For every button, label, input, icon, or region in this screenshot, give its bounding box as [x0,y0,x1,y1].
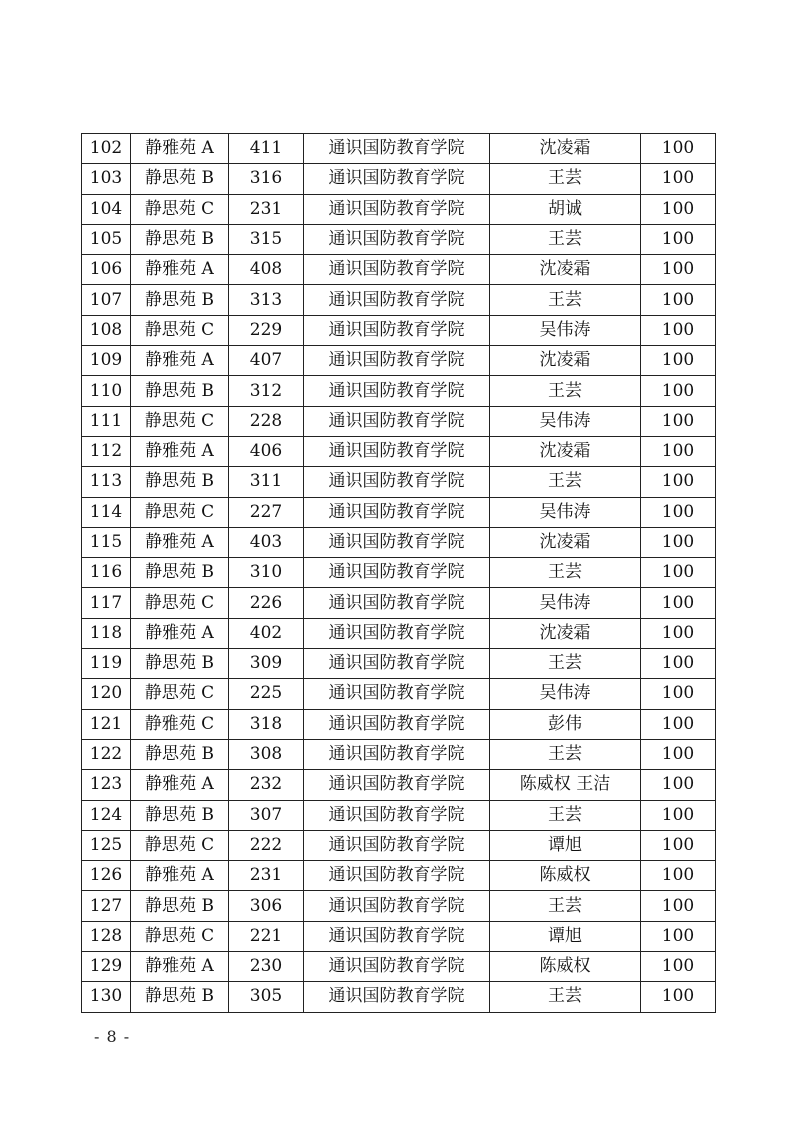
building-cell: 静雅苑 A [131,436,229,466]
room-number-cell: 231 [229,861,304,891]
room-number-cell: 318 [229,709,304,739]
score-cell: 100 [641,770,716,800]
score-cell: 100 [641,588,716,618]
college-cell: 通识国防教育学院 [304,134,490,164]
score-cell: 100 [641,224,716,254]
college-cell: 通识国防教育学院 [304,224,490,254]
row-number-cell: 123 [82,770,131,800]
building-cell: 静思苑 B [131,891,229,921]
room-number-cell: 311 [229,467,304,497]
row-number-cell: 128 [82,921,131,951]
row-number-cell: 107 [82,285,131,315]
person-in-charge-cell: 沈凌霜 [490,618,641,648]
table-row [82,346,716,376]
room-number-cell: 227 [229,497,304,527]
table-body [82,134,716,1013]
person-in-charge-cell: 王芸 [490,891,641,921]
person-in-charge-cell: 沈凌霜 [490,255,641,285]
table-row [82,709,716,739]
building-cell: 静思苑 B [131,739,229,769]
room-number-cell: 406 [229,436,304,466]
score-cell: 100 [641,679,716,709]
building-cell: 静思苑 B [131,467,229,497]
row-number-cell: 119 [82,649,131,679]
building-cell: 静雅苑 A [131,527,229,557]
score-cell: 100 [641,830,716,860]
room-number-cell: 402 [229,618,304,648]
row-number-cell: 129 [82,952,131,982]
college-cell: 通识国防教育学院 [304,255,490,285]
person-in-charge-cell: 沈凌霜 [490,527,641,557]
college-cell: 通识国防教育学院 [304,527,490,557]
row-number-cell: 110 [82,376,131,406]
college-cell: 通识国防教育学院 [304,618,490,648]
college-cell: 通识国防教育学院 [304,800,490,830]
score-cell: 100 [641,709,716,739]
person-in-charge-cell: 彭伟 [490,709,641,739]
score-cell: 100 [641,891,716,921]
score-cell: 100 [641,164,716,194]
row-number-cell: 102 [82,134,131,164]
building-cell: 静雅苑 A [131,952,229,982]
person-in-charge-cell: 谭旭 [490,921,641,951]
person-in-charge-cell: 陈威权 王洁 [490,770,641,800]
row-number-cell: 122 [82,739,131,769]
person-in-charge-cell: 王芸 [490,467,641,497]
table-row [82,497,716,527]
room-number-cell: 313 [229,285,304,315]
college-cell: 通识国防教育学院 [304,649,490,679]
table-row [82,406,716,436]
score-cell: 100 [641,527,716,557]
score-cell: 100 [641,406,716,436]
row-number-cell: 125 [82,830,131,860]
table-row [82,679,716,709]
building-cell: 静思苑 C [131,406,229,436]
row-number-cell: 104 [82,194,131,224]
row-number-cell: 117 [82,588,131,618]
page-number: - 8 - [94,1027,131,1046]
room-number-cell: 226 [229,588,304,618]
dormitory-score-table [81,133,716,1013]
college-cell: 通识国防教育学院 [304,770,490,800]
person-in-charge-cell: 王芸 [490,164,641,194]
room-number-cell: 228 [229,406,304,436]
table-row [82,770,716,800]
score-cell: 100 [641,921,716,951]
person-in-charge-cell: 王芸 [490,649,641,679]
person-in-charge-cell: 王芸 [490,982,641,1012]
score-cell: 100 [641,497,716,527]
room-number-cell: 316 [229,164,304,194]
college-cell: 通识国防教育学院 [304,164,490,194]
person-in-charge-cell: 王芸 [490,285,641,315]
college-cell: 通识国防教育学院 [304,679,490,709]
building-cell: 静思苑 C [131,315,229,345]
table-row [82,588,716,618]
table-row [82,891,716,921]
table-row [82,527,716,557]
building-cell: 静雅苑 A [131,255,229,285]
building-cell: 静思苑 C [131,679,229,709]
person-in-charge-cell: 王芸 [490,376,641,406]
person-in-charge-cell: 吴伟涛 [490,679,641,709]
table-row [82,921,716,951]
table-row [82,164,716,194]
table-row [82,285,716,315]
person-in-charge-cell: 吴伟涛 [490,315,641,345]
college-cell: 通识国防教育学院 [304,376,490,406]
row-number-cell: 114 [82,497,131,527]
college-cell: 通识国防教育学院 [304,739,490,769]
room-number-cell: 229 [229,315,304,345]
building-cell: 静思苑 C [131,497,229,527]
room-number-cell: 309 [229,649,304,679]
college-cell: 通识国防教育学院 [304,982,490,1012]
college-cell: 通识国防教育学院 [304,709,490,739]
row-number-cell: 121 [82,709,131,739]
college-cell: 通识国防教育学院 [304,588,490,618]
score-cell: 100 [641,861,716,891]
building-cell: 静雅苑 A [131,861,229,891]
table-row [82,134,716,164]
person-in-charge-cell: 谭旭 [490,830,641,860]
building-cell: 静思苑 C [131,588,229,618]
score-cell: 100 [641,436,716,466]
score-cell: 100 [641,346,716,376]
building-cell: 静雅苑 C [131,709,229,739]
college-cell: 通识国防教育学院 [304,346,490,376]
person-in-charge-cell: 沈凌霜 [490,346,641,376]
table-row [82,315,716,345]
score-cell: 100 [641,467,716,497]
room-number-cell: 408 [229,255,304,285]
table-row [82,830,716,860]
person-in-charge-cell: 吴伟涛 [490,588,641,618]
table-row [82,649,716,679]
college-cell: 通识国防教育学院 [304,861,490,891]
college-cell: 通识国防教育学院 [304,952,490,982]
table-row [82,255,716,285]
room-number-cell: 312 [229,376,304,406]
college-cell: 通识国防教育学院 [304,830,490,860]
college-cell: 通识国防教育学院 [304,406,490,436]
building-cell: 静思苑 B [131,224,229,254]
building-cell: 静思苑 B [131,376,229,406]
room-number-cell: 230 [229,952,304,982]
row-number-cell: 113 [82,467,131,497]
score-cell: 100 [641,618,716,648]
person-in-charge-cell: 王芸 [490,224,641,254]
table-row [82,436,716,466]
room-number-cell: 315 [229,224,304,254]
room-number-cell: 411 [229,134,304,164]
row-number-cell: 126 [82,861,131,891]
room-number-cell: 407 [229,346,304,376]
building-cell: 静思苑 C [131,830,229,860]
person-in-charge-cell: 陈威权 [490,952,641,982]
building-cell: 静雅苑 A [131,134,229,164]
row-number-cell: 105 [82,224,131,254]
room-number-cell: 232 [229,770,304,800]
row-number-cell: 118 [82,618,131,648]
table-row [82,952,716,982]
row-number-cell: 120 [82,679,131,709]
table-row [82,224,716,254]
row-number-cell: 115 [82,527,131,557]
room-number-cell: 231 [229,194,304,224]
score-cell: 100 [641,194,716,224]
college-cell: 通识国防教育学院 [304,467,490,497]
person-in-charge-cell: 胡诚 [490,194,641,224]
person-in-charge-cell: 吴伟涛 [490,497,641,527]
college-cell: 通识国防教育学院 [304,194,490,224]
person-in-charge-cell: 陈威权 [490,861,641,891]
score-cell: 100 [641,649,716,679]
building-cell: 静思苑 C [131,921,229,951]
row-number-cell: 124 [82,800,131,830]
table-row [82,861,716,891]
room-number-cell: 306 [229,891,304,921]
building-cell: 静雅苑 A [131,618,229,648]
score-cell: 100 [641,255,716,285]
building-cell: 静思苑 C [131,194,229,224]
building-cell: 静思苑 B [131,558,229,588]
building-cell: 静雅苑 A [131,346,229,376]
score-cell: 100 [641,952,716,982]
building-cell: 静思苑 B [131,285,229,315]
college-cell: 通识国防教育学院 [304,891,490,921]
building-cell: 静思苑 B [131,164,229,194]
building-cell: 静思苑 B [131,800,229,830]
score-cell: 100 [641,982,716,1012]
table-row [82,739,716,769]
college-cell: 通识国防教育学院 [304,558,490,588]
table-row [82,467,716,497]
row-number-cell: 109 [82,346,131,376]
room-number-cell: 307 [229,800,304,830]
person-in-charge-cell: 沈凌霜 [490,436,641,466]
person-in-charge-cell: 王芸 [490,739,641,769]
room-number-cell: 403 [229,527,304,557]
college-cell: 通识国防教育学院 [304,315,490,345]
table-row [82,194,716,224]
score-cell: 100 [641,134,716,164]
room-number-cell: 310 [229,558,304,588]
person-in-charge-cell: 王芸 [490,558,641,588]
row-number-cell: 116 [82,558,131,588]
score-cell: 100 [641,558,716,588]
college-cell: 通识国防教育学院 [304,497,490,527]
building-cell: 静思苑 B [131,982,229,1012]
row-number-cell: 127 [82,891,131,921]
person-in-charge-cell: 吴伟涛 [490,406,641,436]
row-number-cell: 130 [82,982,131,1012]
room-number-cell: 225 [229,679,304,709]
table-row [82,800,716,830]
table-row [82,618,716,648]
score-cell: 100 [641,285,716,315]
room-number-cell: 221 [229,921,304,951]
table-row [82,558,716,588]
score-cell: 100 [641,376,716,406]
score-cell: 100 [641,315,716,345]
person-in-charge-cell: 沈凌霜 [490,134,641,164]
room-number-cell: 222 [229,830,304,860]
row-number-cell: 111 [82,406,131,436]
college-cell: 通识国防教育学院 [304,921,490,951]
row-number-cell: 103 [82,164,131,194]
score-cell: 100 [641,800,716,830]
table-row [82,376,716,406]
row-number-cell: 106 [82,255,131,285]
college-cell: 通识国防教育学院 [304,436,490,466]
row-number-cell: 108 [82,315,131,345]
college-cell: 通识国防教育学院 [304,285,490,315]
room-number-cell: 308 [229,739,304,769]
person-in-charge-cell: 王芸 [490,800,641,830]
score-cell: 100 [641,739,716,769]
room-number-cell: 305 [229,982,304,1012]
row-number-cell: 112 [82,436,131,466]
building-cell: 静思苑 B [131,649,229,679]
building-cell: 静雅苑 A [131,770,229,800]
table-row [82,982,716,1012]
